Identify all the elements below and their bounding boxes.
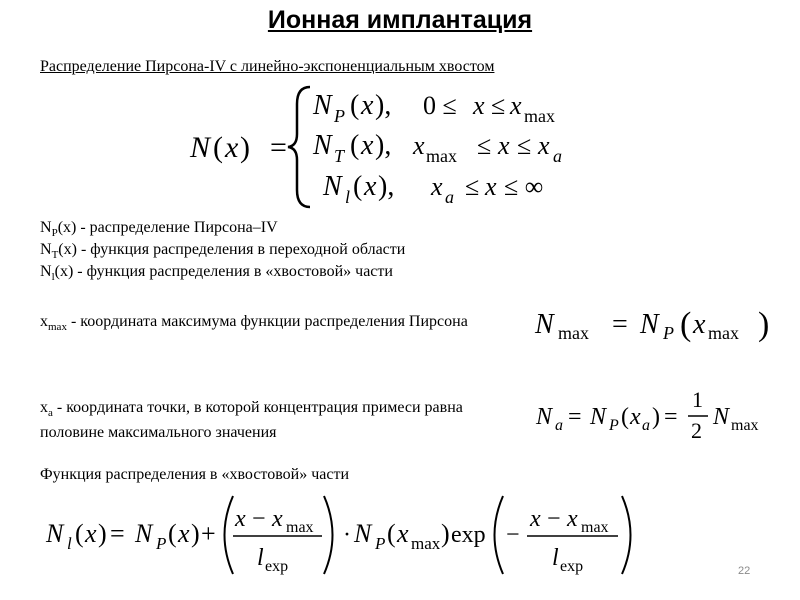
svg-text:a: a bbox=[553, 146, 562, 166]
svg-text:P: P bbox=[375, 534, 386, 553]
svg-text:max: max bbox=[524, 106, 555, 126]
svg-text:x: x bbox=[431, 172, 443, 201]
svg-text:0 ≤: 0 ≤ bbox=[423, 91, 457, 120]
svg-text:): ) bbox=[240, 131, 250, 164]
definition-nl: $N_l(x)$ - функция распределения в «хвостовой» части bbox=[40, 263, 393, 284]
svg-text:N: N bbox=[190, 131, 211, 164]
svg-text:T: T bbox=[334, 146, 345, 166]
svg-text:l: l bbox=[67, 534, 72, 553]
page-number: 22 bbox=[738, 565, 751, 577]
svg-text:a: a bbox=[642, 417, 650, 434]
svg-text:x: x bbox=[530, 506, 541, 532]
svg-text:a: a bbox=[555, 417, 563, 434]
tail-function-label: Функция распределения в «хвостовой» части bbox=[40, 466, 350, 483]
svg-text:exp: exp bbox=[265, 558, 289, 575]
svg-text:x: x bbox=[498, 131, 510, 160]
svg-text:),: ), bbox=[378, 171, 395, 202]
svg-text:1: 1 bbox=[692, 387, 703, 412]
definitions-list bbox=[40, 218, 405, 284]
svg-text:x: x bbox=[693, 309, 706, 340]
svg-text:N: N bbox=[354, 519, 372, 548]
svg-text:N: N bbox=[713, 404, 730, 430]
svg-text:l: l bbox=[345, 187, 351, 207]
svg-text:P: P bbox=[609, 417, 619, 434]
svg-text:l: l bbox=[552, 545, 559, 571]
svg-text:=: = bbox=[664, 404, 678, 430]
svg-text:(: ( bbox=[350, 90, 360, 121]
svg-text:(: ( bbox=[621, 404, 629, 430]
svg-text:(: ( bbox=[680, 306, 692, 343]
svg-text:−: − bbox=[547, 506, 561, 532]
svg-text:≤ ∞: ≤ ∞ bbox=[504, 172, 544, 201]
svg-text:x: x bbox=[85, 519, 97, 548]
svg-text:2: 2 bbox=[691, 418, 702, 443]
svg-text:(: ( bbox=[168, 519, 177, 548]
svg-text:·: · bbox=[343, 522, 351, 548]
svg-text:(: ( bbox=[350, 130, 360, 161]
svg-text:N: N bbox=[46, 519, 64, 548]
page-subtitle: Распределение Пирсона-IV с линейно-экспоненциальным хвостом bbox=[40, 58, 495, 75]
svg-text:x: x bbox=[361, 90, 374, 121]
svg-text:P: P bbox=[156, 534, 167, 553]
svg-text:x: x bbox=[510, 91, 522, 120]
svg-text:): ) bbox=[652, 404, 660, 430]
svg-text:(: ( bbox=[353, 171, 363, 202]
svg-text:N: N bbox=[536, 404, 553, 430]
svg-text:),: ), bbox=[375, 90, 392, 121]
svg-text:=: = bbox=[270, 131, 287, 164]
svg-text:=: = bbox=[568, 404, 582, 430]
svg-text:l: l bbox=[257, 545, 264, 571]
svg-text:N: N bbox=[135, 519, 153, 548]
svg-text:P: P bbox=[663, 323, 674, 343]
svg-text:x: x bbox=[473, 91, 485, 120]
svg-text:N: N bbox=[313, 130, 332, 161]
svg-text:P: P bbox=[334, 106, 345, 126]
svg-text:N: N bbox=[313, 90, 332, 121]
svg-text:x: x bbox=[485, 172, 497, 201]
page-title: Ионная имплантация bbox=[267, 6, 533, 34]
na-formula bbox=[532, 380, 782, 450]
svg-text:max: max bbox=[708, 323, 739, 343]
definition-nt: $N_T(x)$ - функция распределения в переходной области bbox=[40, 241, 406, 262]
svg-text:max: max bbox=[411, 534, 441, 553]
nmax-formula bbox=[530, 298, 780, 348]
svg-text:x: x bbox=[413, 131, 425, 160]
svg-text:N: N bbox=[323, 171, 342, 202]
svg-text:): ) bbox=[758, 306, 770, 343]
svg-text:N: N bbox=[640, 309, 659, 340]
xa-definition: $x_a$ - координата точки, в которой концентрация примеси равна половине максимального значения bbox=[40, 399, 463, 442]
svg-text:x: x bbox=[538, 131, 550, 160]
svg-text:): ) bbox=[191, 519, 200, 548]
svg-text:(: ( bbox=[75, 519, 84, 548]
svg-text:+: + bbox=[201, 519, 216, 548]
svg-text:−: − bbox=[506, 522, 520, 548]
svg-text:max: max bbox=[731, 417, 759, 434]
svg-text:x: x bbox=[397, 519, 409, 548]
svg-text:x: x bbox=[364, 171, 377, 202]
svg-text:(: ( bbox=[387, 519, 396, 548]
svg-text:): ) bbox=[441, 519, 450, 548]
svg-text:exp: exp bbox=[451, 522, 486, 548]
svg-text:exp: exp bbox=[560, 558, 584, 575]
piecewise-formula bbox=[185, 82, 585, 212]
svg-text:N: N bbox=[535, 309, 554, 340]
svg-text:x: x bbox=[225, 131, 239, 164]
svg-text:≤: ≤ bbox=[517, 131, 532, 160]
svg-text:),: ), bbox=[375, 130, 392, 161]
svg-text:x: x bbox=[178, 519, 190, 548]
svg-text:≤: ≤ bbox=[465, 172, 480, 201]
svg-text:x: x bbox=[361, 130, 374, 161]
svg-text:x: x bbox=[567, 506, 578, 532]
svg-text:x: x bbox=[272, 506, 283, 532]
svg-text:≤: ≤ bbox=[477, 131, 492, 160]
svg-text:x: x bbox=[235, 506, 246, 532]
svg-text:max: max bbox=[286, 519, 314, 536]
xmax-definition: $x_{max}$ - координата максимума функции распределения Пирсона bbox=[40, 313, 468, 334]
svg-text:N: N bbox=[590, 404, 607, 430]
svg-text:max: max bbox=[558, 323, 589, 343]
definition-np: $N_P(x)$ - распределение Пирсона–IV bbox=[40, 219, 278, 240]
svg-text:max: max bbox=[426, 146, 457, 166]
svg-text:≤: ≤ bbox=[491, 91, 506, 120]
svg-text:): ) bbox=[98, 519, 107, 548]
svg-text:x: x bbox=[630, 404, 641, 430]
svg-text:max: max bbox=[581, 519, 609, 536]
svg-text:a: a bbox=[445, 187, 454, 207]
svg-text:(: ( bbox=[213, 131, 223, 164]
svg-text:=: = bbox=[612, 309, 628, 340]
svg-text:=: = bbox=[110, 519, 125, 548]
svg-text:−: − bbox=[252, 506, 266, 532]
tail-formula bbox=[40, 490, 645, 580]
